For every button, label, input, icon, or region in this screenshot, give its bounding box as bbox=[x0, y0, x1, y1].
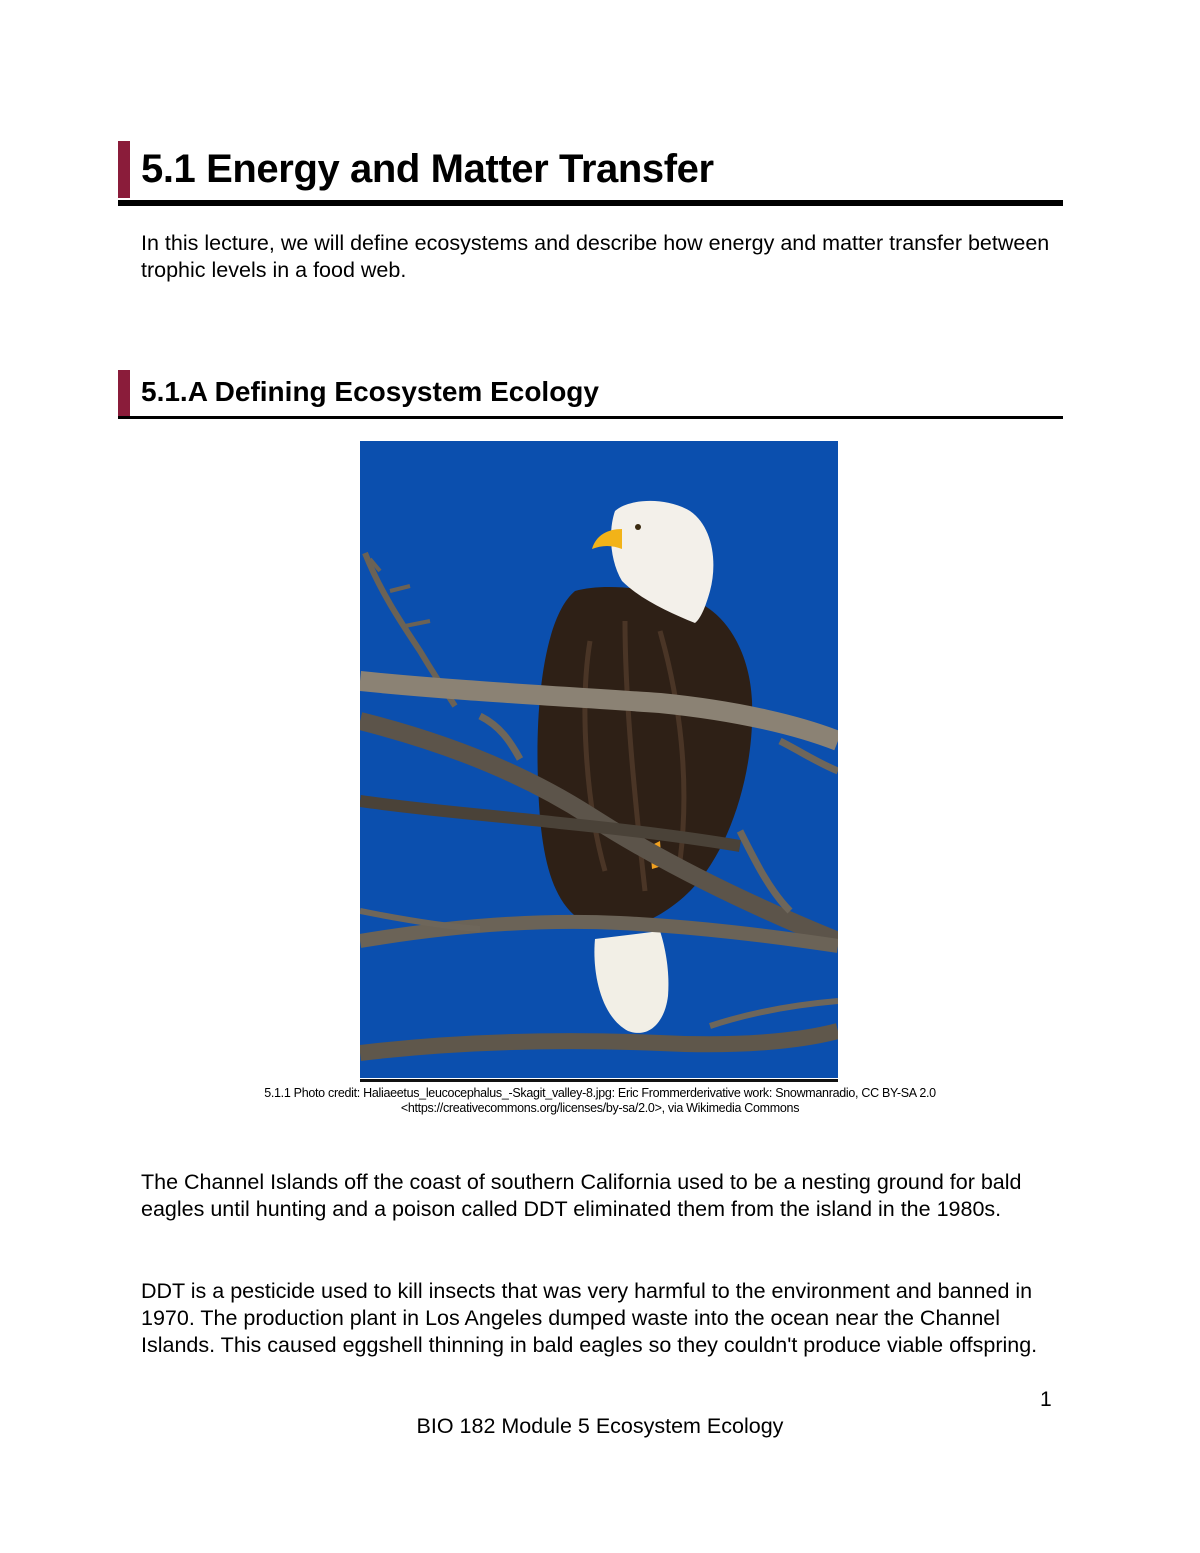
photo-underline bbox=[360, 1079, 838, 1082]
photo-license-caption: <https://creativecommons.org/licenses/by-sa/2.0>, via Wikimedia Commons bbox=[400, 1101, 800, 1115]
page-title: 5.1 Energy and Matter Transfer bbox=[141, 147, 714, 191]
heading-accent-bar bbox=[118, 141, 130, 198]
page-footer: BIO 182 Module 5 Ecosystem Ecology bbox=[416, 1414, 784, 1438]
heading-rule bbox=[118, 200, 1063, 206]
photo-credit-caption: 5.1.1 Photo credit: Haliaeetus_leucocephalus_-Skagit_valley-8.jpg: Eric Frommerderivative work: Snowmanradio, CC BY-SA 2.0 bbox=[264, 1086, 936, 1100]
subheading-rule bbox=[118, 416, 1063, 419]
intro-paragraph: In this lecture, we will define ecosystems and describe how energy and matter transfer between trophic levels in a food web. bbox=[141, 231, 1050, 282]
body-paragraph: The Channel Islands off the coast of southern California used to be a nesting ground for bald eagles until hunting and a poison called DDT eliminated them from the island in the 1980s. bbox=[141, 1170, 1022, 1221]
subheading-accent-bar bbox=[118, 370, 130, 417]
subsection-title: 5.1.A Defining Ecosystem Ecology bbox=[141, 376, 599, 407]
eagle-photo bbox=[360, 441, 838, 1078]
body-paragraph: DDT is a pesticide used to kill insects that was very harmful to the environment and banned in 1970. The production plant in Los Angeles dumped waste into the ocean near the Channel Islands. This caused eggshell thinning in bald eagles so they couldn't produce viable offspring. bbox=[141, 1279, 1038, 1357]
eagle-illustration bbox=[360, 441, 838, 1078]
subsection-heading-block bbox=[118, 370, 1063, 420]
page-number: 1 bbox=[1040, 1388, 1052, 1411]
section-heading-block bbox=[118, 141, 1063, 207]
